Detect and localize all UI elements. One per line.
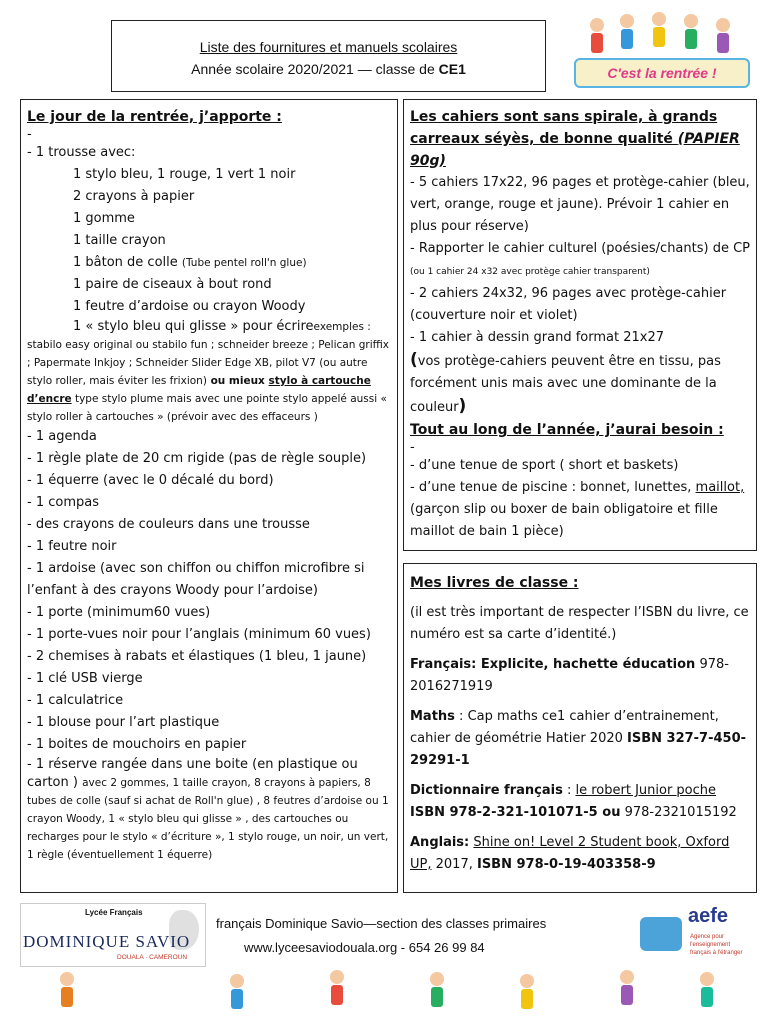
notebook-paren-note xyxy=(410,349,750,419)
kid-head-icon xyxy=(700,972,714,986)
supply-item: - 1 calculatrice xyxy=(27,693,124,708)
trousse-item: 1 paire de ciseaux à bout rond xyxy=(73,277,272,292)
supply-item: - 1 ardoise (avec son chiffon ou chiffon microfibre si l’enfant à des crayons Woody pour l’ardoise) xyxy=(27,561,365,598)
trousse-item-colle xyxy=(27,252,391,274)
colle-note: (Tube pentel roll'n glue) xyxy=(181,257,307,269)
stylo-glisse-block xyxy=(27,318,391,426)
kid-head-icon xyxy=(60,972,74,986)
book-maths xyxy=(410,706,750,772)
book-english-label: Anglais: xyxy=(410,835,470,850)
header-year xyxy=(112,61,545,77)
aefe-sub: Agence pour l'enseignement français à l'étranger xyxy=(690,934,743,956)
kid-head-icon xyxy=(620,970,634,984)
kid-body-icon xyxy=(61,987,73,1007)
school-logo xyxy=(20,903,206,967)
kid-body-icon xyxy=(653,27,665,47)
kid-body-icon xyxy=(231,989,243,1009)
kid-body-icon xyxy=(331,985,343,1005)
logo-top: Lycée Français xyxy=(85,908,143,917)
kid-body-icon xyxy=(521,989,533,1009)
trousse-item: 1 feutre d’ardoise ou crayon Woody xyxy=(73,299,306,314)
aefe-mark: aefe xyxy=(688,905,729,927)
supplies-dash: - xyxy=(27,127,32,142)
supply-item: - 1 clé USB vierge xyxy=(27,671,143,686)
colle-text: 1 bâton de colle xyxy=(73,255,182,270)
kid-body-icon xyxy=(685,29,697,49)
supply-item: - 1 porte-vues noir pour l’anglais (minimum 60 vues) xyxy=(27,627,371,642)
notebook-item: - 5 cahiers 17x22, 96 pages et protège-cahier (bleu, vert, orange, rouge et jaune). Prévoir 1 cahier en plus pour réserve) xyxy=(410,175,750,234)
logo-name: DOMINIQUE SAVIO xyxy=(23,932,191,951)
supply-item: - 1 agenda xyxy=(27,429,97,444)
reserve-text: - 1 réserve rangée dans une boite (en plastique ou carton ) xyxy=(27,757,358,790)
badge-banner: C'est la rentrée ! xyxy=(574,58,750,88)
reserve-block xyxy=(27,756,391,864)
footer-line1: français Dominique Savio—section des classes primaires xyxy=(216,916,547,931)
year-needs-title: Tout au long de l’année, j’aurai besoin : xyxy=(410,422,724,438)
header-class: CE1 xyxy=(438,61,466,77)
rentree-badge xyxy=(556,2,762,94)
supply-item: - 1 compas xyxy=(27,495,99,510)
year-need-item xyxy=(410,477,750,543)
kid-head-icon xyxy=(652,12,666,26)
book-dico-label: Dictionnaire français xyxy=(410,783,563,798)
supplies-column xyxy=(20,99,398,893)
kid-head-icon xyxy=(230,974,244,988)
books-column xyxy=(403,563,757,893)
book-english-title: Shine on! Level 2 Student book, Oxford UP, xyxy=(410,835,730,872)
notebook-cp-text: - Rapporter le cahier culturel (poésies/chants) de CP xyxy=(410,241,751,256)
notebook-item xyxy=(410,238,750,283)
book-french-isbn: 978-2016271919 xyxy=(410,657,729,694)
aefe-logo xyxy=(634,903,764,963)
trousse-item: 1 gomme xyxy=(73,211,135,226)
supply-item: - 1 boites de mouchoirs en papier xyxy=(27,737,247,752)
kid-body-icon xyxy=(621,985,633,1005)
piscine-maillot: maillot, xyxy=(695,480,745,495)
book-dico-sep: : xyxy=(562,783,576,798)
book-maths-isbn: ISBN 327-7-450-29291-1 xyxy=(410,731,747,768)
book-french xyxy=(410,654,750,698)
notebooks-column xyxy=(403,99,757,551)
trousse-item: 1 taille crayon xyxy=(73,233,166,248)
trousse-item: 2 crayons à papier xyxy=(73,189,195,204)
stylo-glisse-text: 1 « stylo bleu qui glisse » pour écrire xyxy=(73,319,314,334)
book-english-isbn: ISBN 978-0-19-403358-9 xyxy=(476,857,656,872)
book-dico-isbn2: 978-2321015192 xyxy=(620,805,737,820)
paren-open: ( xyxy=(410,350,418,370)
kid-head-icon xyxy=(430,972,444,986)
header-title: Liste des fournitures et manuels scolaires xyxy=(199,39,458,55)
book-dictionary xyxy=(410,780,750,824)
book-french-label: Français: Explicite, hachette éducation xyxy=(410,657,696,672)
kid-body-icon xyxy=(621,29,633,49)
supply-item: - des crayons de couleurs dans une trousse xyxy=(27,517,310,532)
book-english xyxy=(410,832,750,876)
kid-head-icon xyxy=(716,18,730,32)
logo-city: DOUALA · CAMEROUN xyxy=(117,954,188,961)
supplies-title: Le jour de la rentrée, j’apporte : xyxy=(27,109,282,125)
notebook-item: - 2 cahiers 24x32, 96 pages avec protège-cahier (couverture noir et violet) xyxy=(410,286,727,323)
book-dico-title: le robert Junior poche xyxy=(575,783,717,798)
stylo-glisse-note: exemples : stabilo easy original ou stabilo fun ; schneider breeze ; Pelican griffix ; Papermate Inkjoy ; Schneider Slider Edge XB, pilot V7 (ou autre stylo roller, mais éviter les frixion) xyxy=(27,321,389,387)
book-maths-text: : Cap maths ce1 cahier d’entrainement, cahier de géométrie Hatier 2020 xyxy=(410,709,719,746)
header-year-text: Année scolaire 2020/2021 — classe de xyxy=(191,61,439,77)
supply-item: - 1 règle plate de 20 cm rigide (pas de règle souple) xyxy=(27,451,367,466)
kid-head-icon xyxy=(684,14,698,28)
supply-item: - 1 blouse pour l’art plastique xyxy=(27,715,220,730)
books-title: Mes livres de classe : xyxy=(410,575,579,591)
footer-line2: www.lyceesaviodouala.org - 654 26 99 84 xyxy=(244,940,485,955)
kid-head-icon xyxy=(330,970,344,984)
year-needs-dash: - xyxy=(410,440,415,455)
supply-item: - 2 chemises à rabats et élastiques (1 bleu, 1 jaune) xyxy=(27,649,367,664)
kid-body-icon xyxy=(431,987,443,1007)
notebooks-title-text: Les cahiers sont sans spirale, à grands carreaux séyès, de bonne qualité xyxy=(410,109,718,147)
kid-head-icon xyxy=(520,974,534,988)
mieux-cartouche: stylo à cartouche d’encre xyxy=(27,375,371,405)
mieux-prefix: ou mieux xyxy=(206,375,269,387)
paren-close: ) xyxy=(458,396,467,416)
notebook-cp-note: (ou 1 cahier 24 x32 avec protège cahier transparent) xyxy=(410,267,650,277)
globe-icon xyxy=(640,917,682,951)
kid-head-icon xyxy=(620,14,634,28)
book-dico-isbn: ISBN 978-2-321-101071-5 ou xyxy=(410,805,621,820)
reserve-note: avec 2 gommes, 1 taille crayon, 8 crayons à papiers, 8 tubes de colle (sauf si achat de Roll'n glue) , 8 feutres d’ardoise ou 1 crayon Woody, 1 « stylo bleu qui glisse » , des cartouches ou recharges pour le stylo « d’écriture », 1 stylo rouge, un noir, un vert, 1 règle (éventuellement 1 équerre) xyxy=(27,777,389,861)
paren-text: vos protège-cahiers peuvent être en tissu, pas forcément unis mais avec une dominante de la couleur xyxy=(410,354,721,415)
footer-kids xyxy=(0,968,768,1024)
notebooks-title xyxy=(410,106,750,172)
year-need-item: - d’une tenue de sport ( short et baskets) xyxy=(410,458,679,473)
kid-body-icon xyxy=(717,33,729,53)
piscine-rest: (garçon slip ou boxer de bain obligatoire et fille maillot de bain 1 pièce) xyxy=(410,502,718,539)
piscine-text: - d’une tenue de piscine : bonnet, lunettes, xyxy=(410,480,696,495)
supply-item: - 1 feutre noir xyxy=(27,539,117,554)
header-box xyxy=(111,20,546,92)
trousse-item: 1 stylo bleu, 1 rouge, 1 vert 1 noir xyxy=(73,167,296,182)
supply-item: - 1 équerre (avec le 0 décalé du bord) xyxy=(27,473,274,488)
notebooks-paper: (PAPIER 90g) xyxy=(410,131,740,169)
book-maths-label: Maths xyxy=(410,709,455,724)
kid-body-icon xyxy=(591,33,603,53)
supply-item: - 1 porte (minimum60 vues) xyxy=(27,605,211,620)
notebook-item: - 1 cahier à dessin grand format 21x27 xyxy=(410,330,665,345)
mieux-rest: type stylo plume mais avec une pointe stylo appelé aussi « stylo roller à cartouches » (prévoir avec des effaceurs ) xyxy=(27,393,387,423)
book-english-year: 2017, xyxy=(431,857,477,872)
kid-head-icon xyxy=(590,18,604,32)
isbn-note: (il est très important de respecter l’ISBN du livre, ce numéro est sa carte d’identité.) xyxy=(410,605,749,642)
trousse-line: - 1 trousse avec: xyxy=(27,145,136,160)
kid-body-icon xyxy=(701,987,713,1007)
